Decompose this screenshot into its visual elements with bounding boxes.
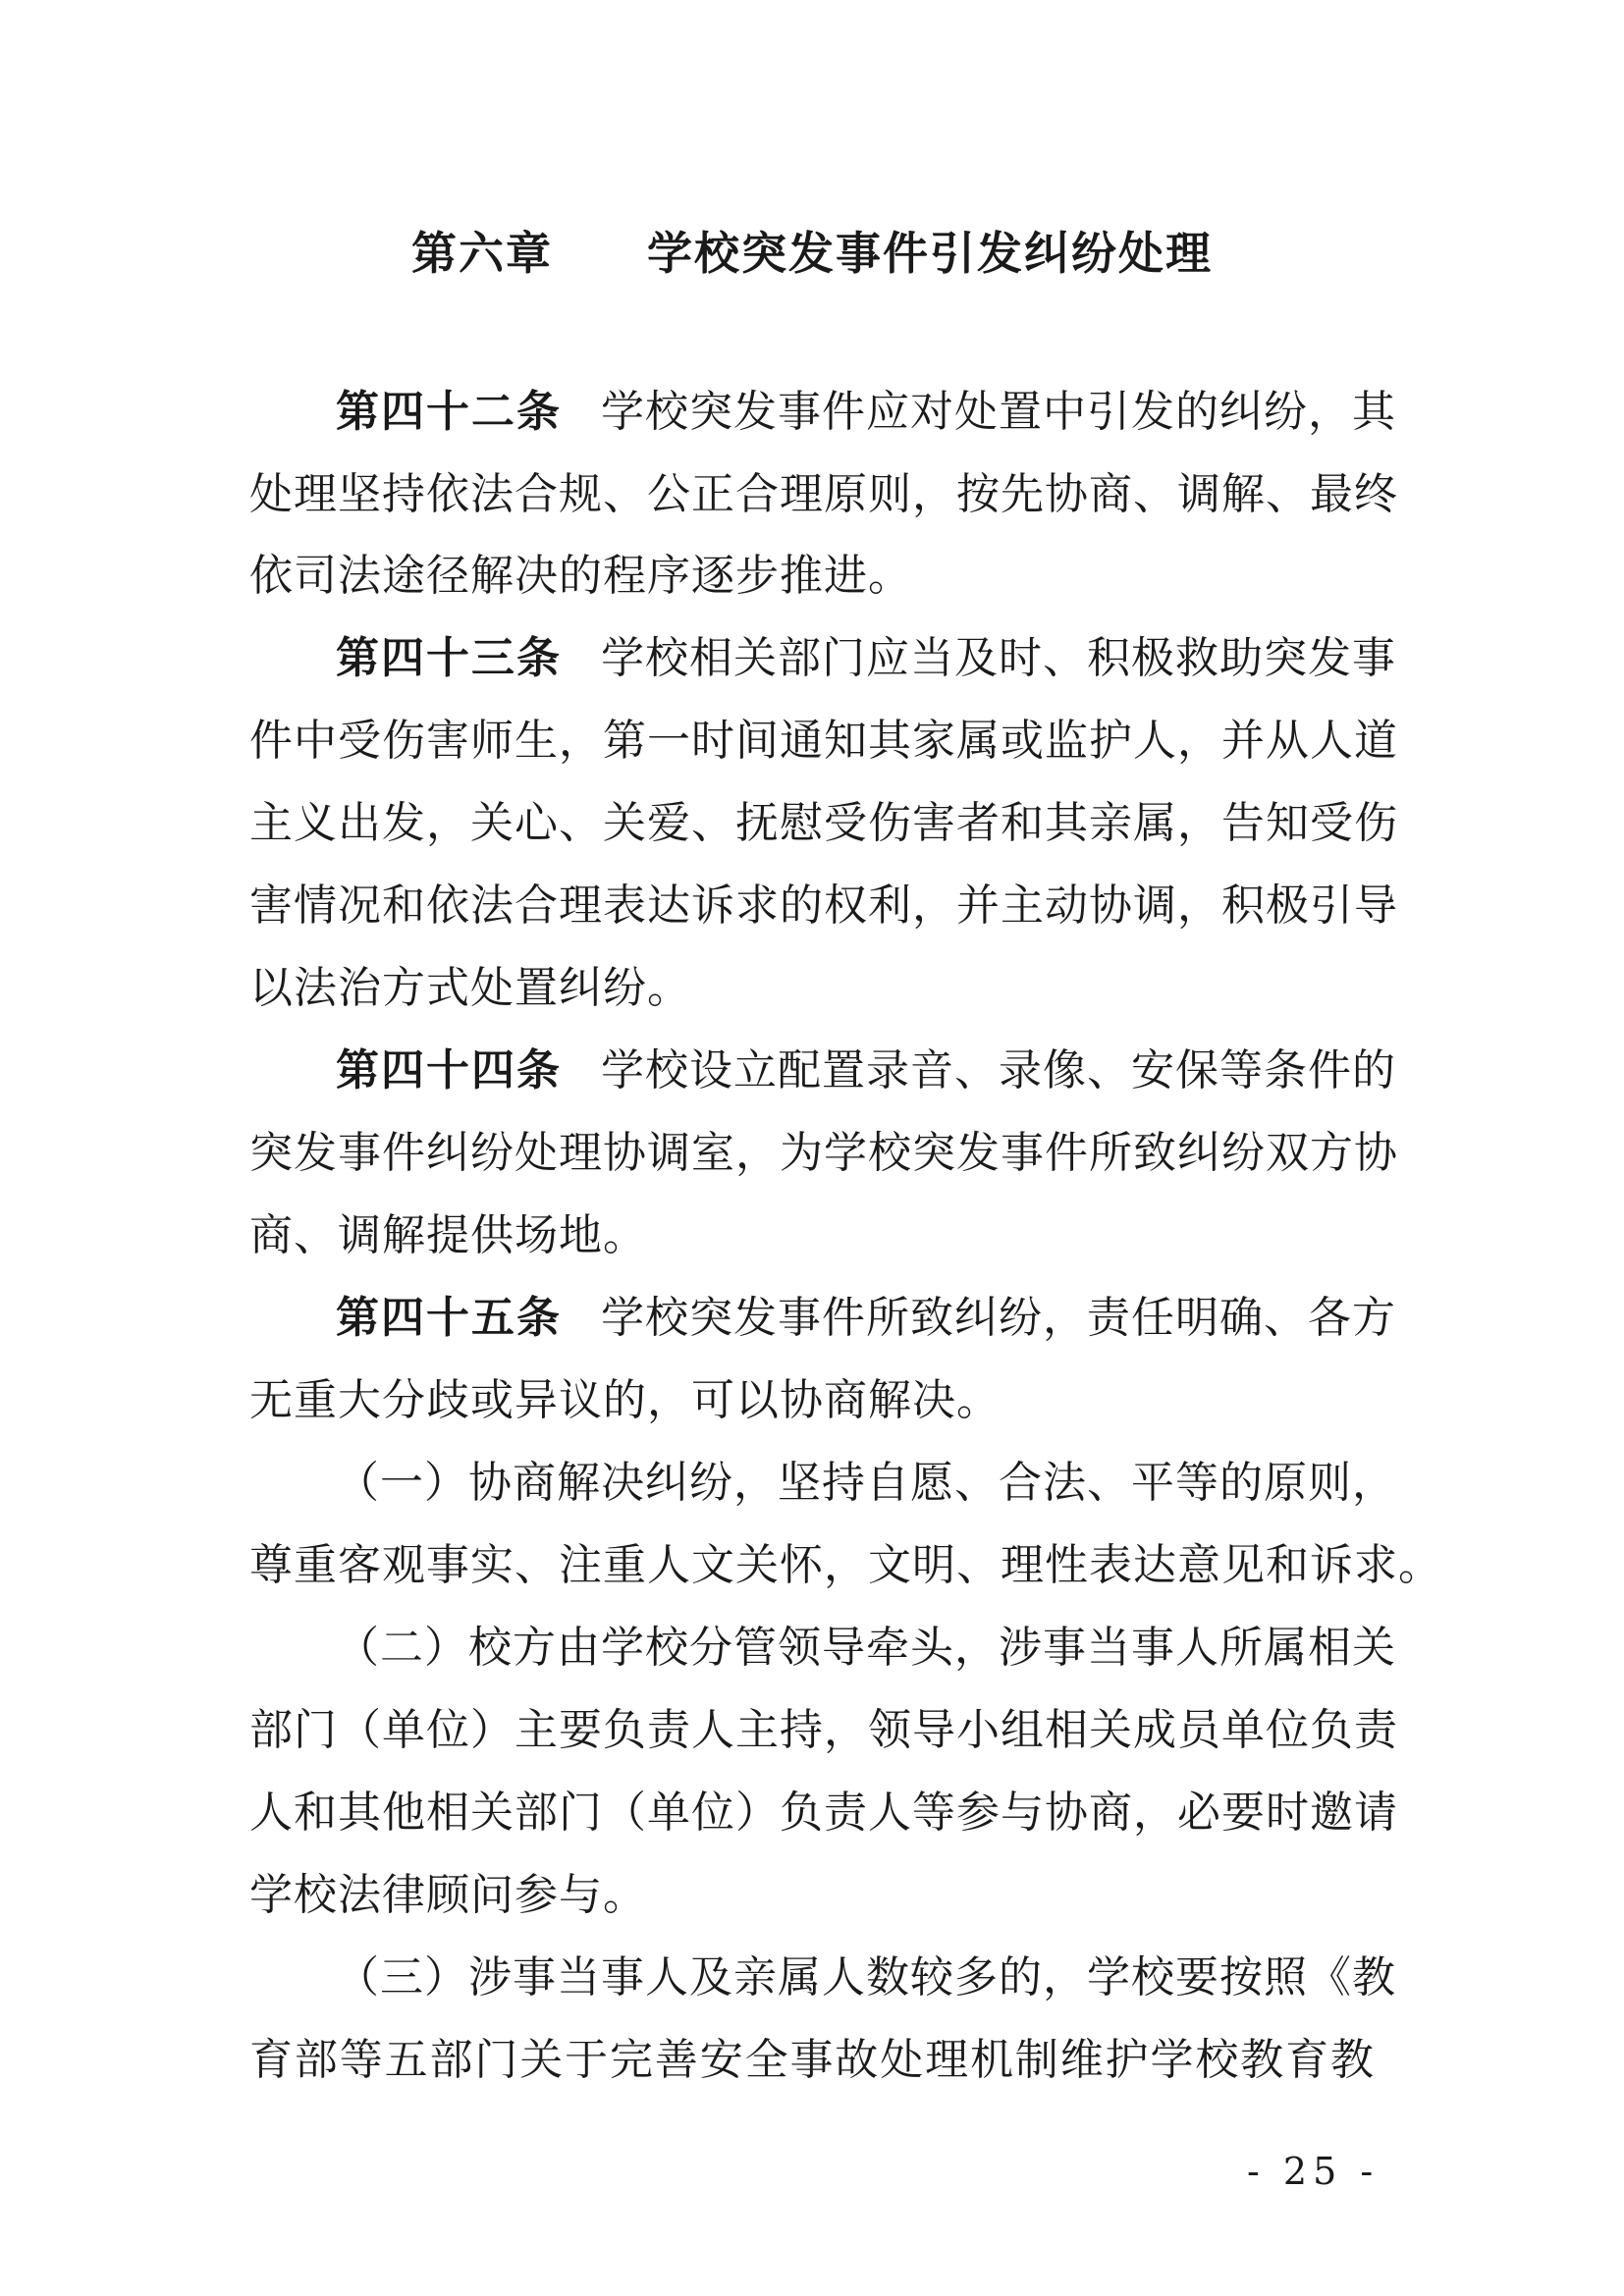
- article-43-line-1: [249, 629, 1396, 688]
- article-number: 第四十三条: [336, 633, 562, 683]
- chapter-title: 第六章 学校突发事件引发纠纷处理: [411, 227, 1213, 280]
- article-43-line-3: 主义出发，关心、关爱、抚慰受伤害者和其亲属，告知受伤: [249, 798, 1398, 848]
- clause-1-line-1: （一）协商解决纠纷，坚持自愿、合法、平等的原则，: [336, 1458, 1396, 1508]
- clause-2-line-4: 学校法律顾问参与。: [249, 1870, 647, 1920]
- article-42-line-3: 依司法途径解决的程序逐步推进。: [249, 551, 912, 601]
- article-text: 学校突发事件所致纠纷，责任明确、各方: [601, 1293, 1396, 1343]
- clause-3-line-1: （三）涉事当事人及亲属人数较多的，学校要按照《教: [336, 1952, 1396, 2002]
- article-43-line-4: 害情况和依法合理表达诉求的权利，并主动协调，积极引导: [249, 881, 1398, 931]
- article-44-line-2: 突发事件纠纷处理协调室，为学校突发事件所致纠纷双方协: [249, 1128, 1398, 1178]
- article-44-line-3: 商、调解提供场地。: [249, 1210, 647, 1260]
- article-44-line-1: [249, 1041, 1396, 1100]
- article-42-line-1: [249, 383, 1396, 442]
- clause-2-line-2: 部门（单位）主要负责人主持，领导小组相关成员单位负责: [249, 1705, 1398, 1755]
- article-45-line-2: 无重大分歧或异议的，可以协商解决。: [249, 1375, 1001, 1425]
- article-text: 学校设立配置录音、录像、安保等条件的: [601, 1045, 1396, 1095]
- article-43-line-5: 以法治方式处置纠纷。: [249, 963, 691, 1013]
- clause-2-line-1: （二）校方由学校分管领导牵头，涉事当事人所属相关: [336, 1623, 1396, 1673]
- article-number: 第四十五条: [336, 1293, 562, 1343]
- clause-2-line-3: 人和其他相关部门（单位）负责人等参与协商，必要时邀请: [249, 1788, 1398, 1838]
- page-number: - 25 -: [1247, 2150, 1380, 2193]
- article-number: 第四十二条: [336, 387, 562, 437]
- article-42-line-2: 处理坚持依法合规、公正合理原则，按先协商、调解、最终: [249, 469, 1398, 519]
- clause-3-line-2: 育部等五部门关于完善安全事故处理机制维护学校教育教: [249, 2035, 1375, 2085]
- article-text: 学校突发事件应对处置中引发的纠纷，其: [601, 387, 1396, 437]
- clause-1-line-2: 尊重客观事实、注重人文关怀，文明、理性表达意见和诉求。: [249, 1540, 1442, 1590]
- article-45-line-1: [249, 1289, 1396, 1348]
- article-number: 第四十四条: [336, 1045, 562, 1095]
- article-text: 学校相关部门应当及时、积极救助突发事: [601, 633, 1396, 683]
- article-43-line-2: 件中受伤害师生，第一时间通知其家属或监护人，并从人道: [249, 716, 1398, 766]
